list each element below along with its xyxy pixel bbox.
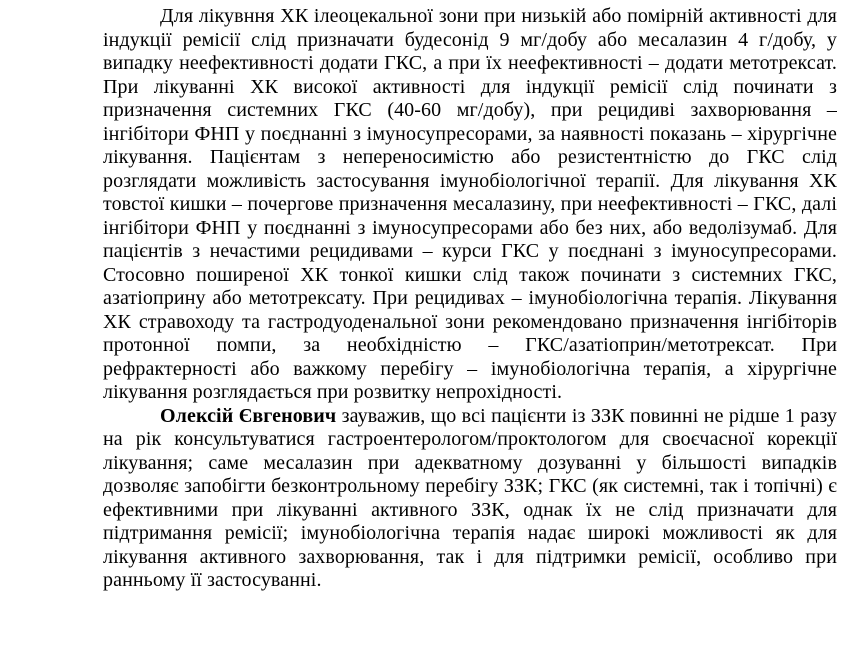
paragraph-text: Для лікувння ХК ілеоцекальної зони при низькій або помірній активності для індукції ремісії слід призначати будесонід 9 мг/добу або месалазин 4 г/добу, у випадку неефективності додати ГКС, а при їх неефективності – додати метотрексат. При лікуванні ХК високої активності для індукції ремісії слід починати з призначення системних ГКС (40-60 мг/добу), при рецидиві захворювання – інгібітори ФНП у поєднанні з імуносупресорами, за наявності показань – хірургічне лікування. Пацієнтам з непереносимістю або резистентністю до ГКС слід розглядати можливість застосування імунобіологічної терапії. Для лікування ХК товстої кишки – почергове призначення месалазину, при неефективності – ГКС, далі інгібітори ФНП у поєднанні з імуносупресорами або без них, або ведолізумаб. Для пацієнтів з нечастими рецидивами – курси ГКС у поєднані з імуносупресорами. Стосовно поширеної ХК тонкої кишки слід також починати з системних ГКС, азатіоприну або метотрексату. При рецидивах – імунобіологічна терапія. Лікування ХК стравоходу та гастродуоденальної зони рекомендовано призначення інгібіторів протонної помпи, за необхідністю – ГКС/азатіоприн/метотрексат. При рефрактерності або важкому перебігу – імунобіологічна терапія, а хірургічне лікування розглядається при розвитку непрохідності. bbox=[103, 5, 837, 403]
paragraph-text: зауважив, що всі пацієнти із ЗЗК повинні не рідше 1 разу на рік консультуватися гастроентерологом/проктологом для своєчасної корекції лікування; саме месалазин при адекватному дозуванні у більшості випадків дозволяє запобігти безконтрольному перебігу ЗЗК; ГКС (як системні, так і топічні) є ефективними при лікуванні активного ЗЗК, однак їх не слід призначати для підтримання ремісії; імунобіологічна терапія надає широкі можливості як для лікування активного захворювання, так і для підтримки ремісії, особливо при ранньому її застосуванні. bbox=[103, 404, 837, 591]
paragraph-speaker-remark bbox=[103, 405, 837, 593]
speaker-name: Олексій Євгенович bbox=[160, 404, 337, 427]
paragraph-treatment-recommendations bbox=[103, 5, 837, 405]
